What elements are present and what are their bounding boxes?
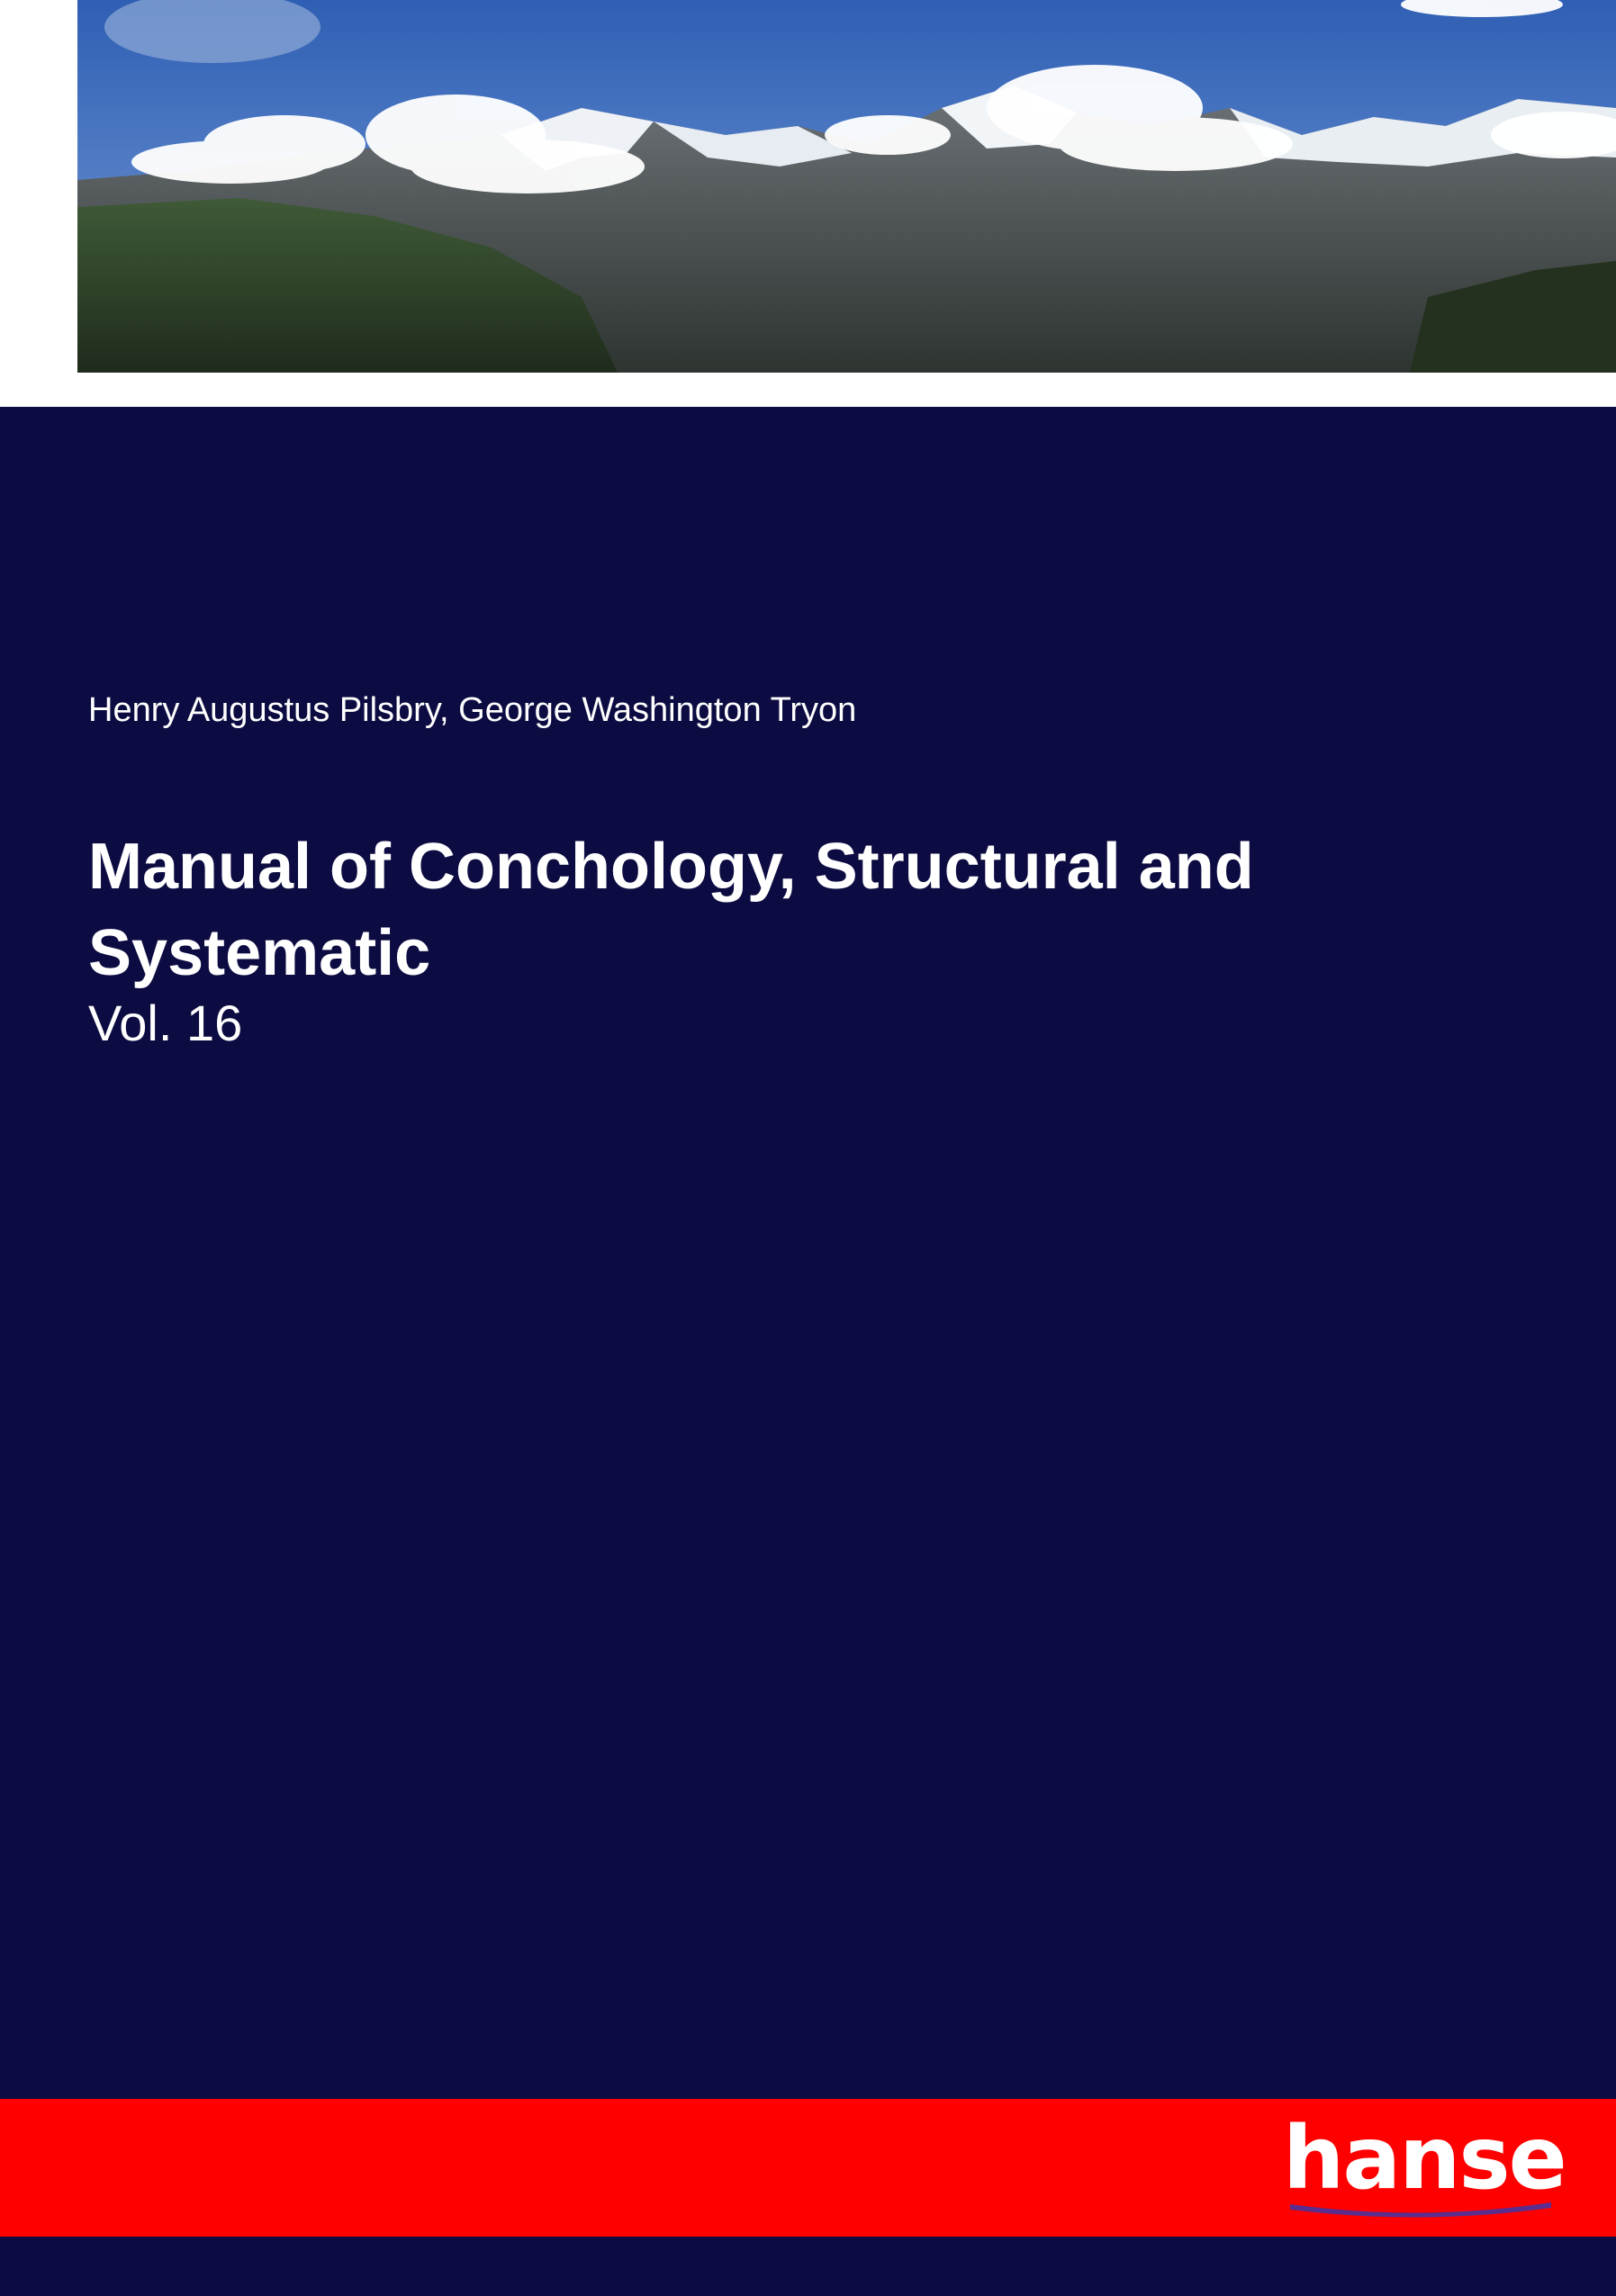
top-white-band <box>0 0 1616 407</box>
volume-subtitle: Vol. 16 <box>88 995 243 1051</box>
publisher-logo-text: hanse <box>1283 2108 1566 2209</box>
author-names: Henry Augustus Pilsbry, George Washington Tryon <box>88 691 857 729</box>
mountain-panorama-image <box>77 0 1616 373</box>
publisher-logo <box>1283 2108 1566 2226</box>
logo-swoosh-icon <box>1290 2199 1551 2220</box>
mountain-panorama-graphic <box>77 0 1616 373</box>
book-title: Manual of Conchology, Structural and Systematic <box>88 831 1254 989</box>
